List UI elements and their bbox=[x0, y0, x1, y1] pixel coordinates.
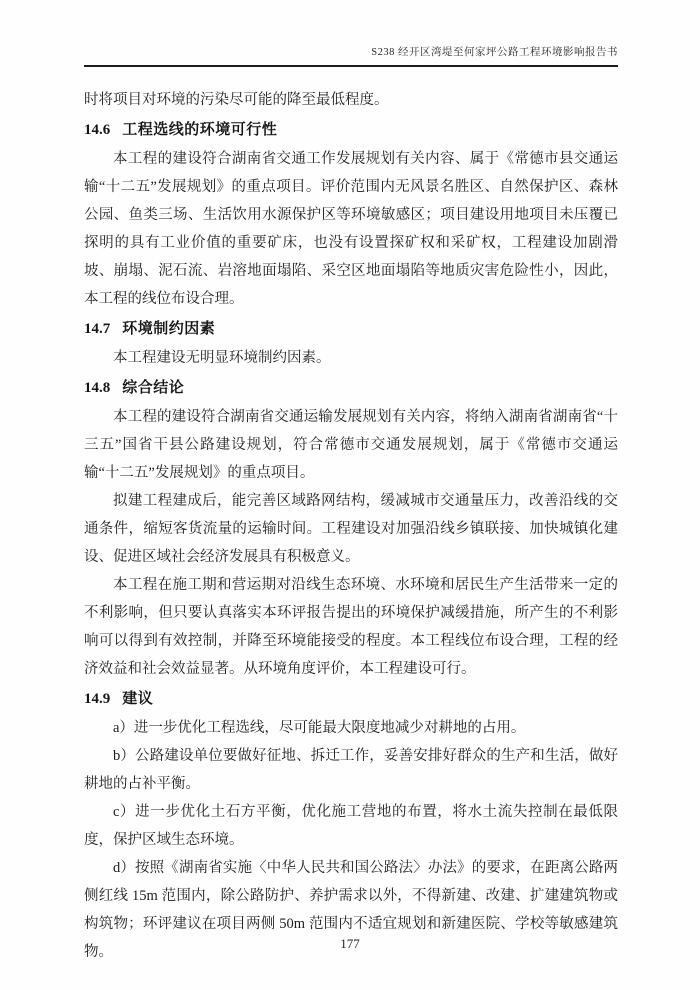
suggestion-item-c: c）进一步优化土石方平衡，优化施工营地的布置，将水土流失控制在最低限度，保护区域生态环境。 bbox=[84, 804, 618, 848]
carryover-paragraph: 时将项目对环境的污染尽可能的降至最低程度。 bbox=[84, 92, 389, 108]
page-number: 177 bbox=[340, 936, 360, 951]
document-body bbox=[84, 86, 618, 966]
section-number: 14.6 bbox=[84, 122, 111, 138]
section-number: 14.9 bbox=[84, 691, 111, 707]
suggestion-item-a: a）进一步优化工程选线，尽可能最大限度地减少对耕地的占用。 bbox=[113, 720, 526, 736]
section-title: 建议 bbox=[122, 690, 154, 707]
suggestion-item-b: b）公路建设单位要做好征地、拆迁工作，妥善安排好群众的生产和生活，做好耕地的占补平衡。 bbox=[84, 748, 618, 792]
section-14-7-paragraph: 本工程建设无明显环境制约因素。 bbox=[113, 350, 331, 366]
section-14-8-paragraph-1: 本工程的建设符合湖南省交通运输发展规划有关内容，将纳入湖南省湖南省“十三五”国省干县公路建设规划，符合常德市交通发展规划，属于《常德市交通运输“十二五”发展规划》的重点项目。 bbox=[84, 409, 618, 481]
section-heading-14-8 bbox=[84, 377, 618, 399]
section-number: 14.7 bbox=[84, 321, 111, 337]
section-title: 综合结论 bbox=[122, 379, 185, 396]
section-heading-14-7 bbox=[84, 318, 618, 340]
running-header-title: S238 经开区湾堤至何家坪公路工程环境影响报告书 bbox=[371, 47, 618, 58]
section-14-6-paragraph: 本工程的建设符合湖南省交通工作发展规划有关内容、属于《常德市县交通运输“十二五”发展规划》的重点项目。评价范围内无风景名胜区、自然保护区、森林公园、鱼类三场、生活饮用水源保护区等环境敏感区；项目建设用地项目未压覆已探明的具有工业价值的重要矿床，也没有设置探矿权和采矿权，工程建设加剧滑坡、崩塌、泥石流、岩溶地面塌陷、采空区地面塌陷等地质灾害危险性小，因此，本工程的线位布设合理。 bbox=[84, 151, 618, 307]
section-heading-14-6 bbox=[84, 119, 618, 141]
section-number: 14.8 bbox=[84, 380, 111, 396]
section-14-8-paragraph-3: 本工程在施工期和营运期对沿线生态环境、水环境和居民生产生活带来一定的不利影响，但只要认真落实本环评报告提出的环境保护减缓措施，所产生的不利影响可以得到有效控制，并降至环境能接受的程度。本工程线位布设合理，工程的经济效益和社会效益显著。从环境角度评价，本工程建设可行。 bbox=[84, 577, 618, 677]
section-title: 工程选线的环境可行性 bbox=[122, 121, 278, 138]
section-14-8-paragraph-2: 拟建工程建成后，能完善区域路网结构，缓减城市交通量压力，改善沿线的交通条件，缩短客货流量的运输时间。工程建设对加强沿线乡镇联接、加快城镇化建设、促进区域社会经济发展具有积极意义。 bbox=[84, 493, 618, 565]
suggestion-item-d: d）按照《湖南省实施〈中华人民共和国公路法〉办法》的要求，在距离公路两侧红线 15m 范围内，除公路防护、养护需求以外，不得新建、改建、扩建建筑物或构筑物；环评建议在项目两侧 50m 范围内不适宜规划和新建医院、学校等敏感建筑物。 bbox=[84, 860, 618, 960]
section-heading-14-9 bbox=[84, 688, 618, 710]
running-header bbox=[84, 44, 618, 67]
section-title: 环境制约因素 bbox=[122, 320, 216, 337]
